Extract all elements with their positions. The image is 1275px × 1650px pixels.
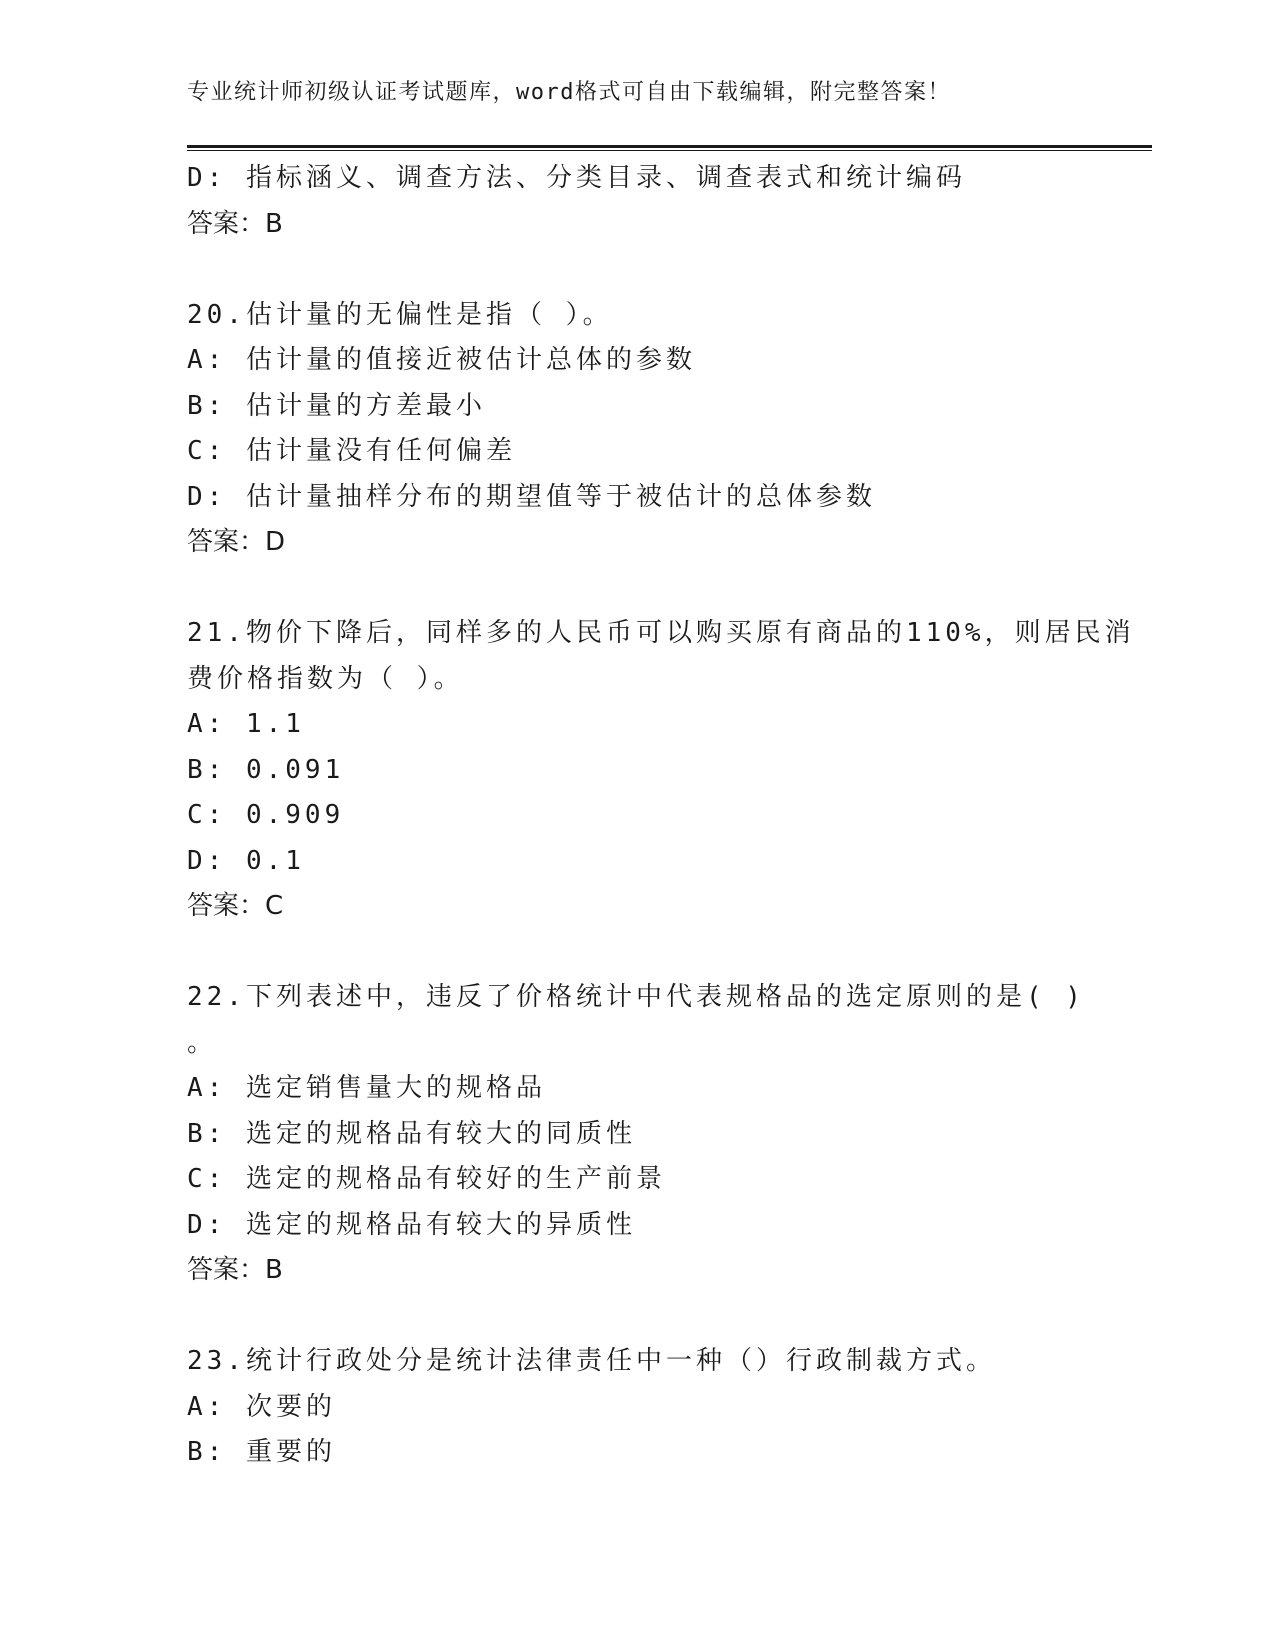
option-c: C: 选定的规格品有较好的生产前景 xyxy=(187,1164,666,1194)
answer-line: 答案：B xyxy=(187,208,283,239)
option-d: D: 0.1 xyxy=(187,845,305,876)
option-b: B: 重要的 xyxy=(187,1437,336,1467)
page-header: 专业统计师初级认证考试题库，word格式可自由下载编辑，附完整答案！ xyxy=(187,80,951,105)
option-a: A: 估计量的值接近被估计总体的参数 xyxy=(187,345,696,375)
spacer xyxy=(187,1294,1087,1340)
answer-line: 答案：D xyxy=(187,527,286,557)
question-block xyxy=(187,293,1087,566)
option-d: D: 选定的规格品有较大的异质性 xyxy=(187,1209,636,1240)
answer-line: 答案：B xyxy=(187,1255,283,1285)
question-block xyxy=(187,1339,1087,1476)
spacer xyxy=(187,247,1087,293)
option-a: A: 选定销售量大的规格品 xyxy=(187,1073,546,1103)
option-b: B: 估计量的方差最小 xyxy=(187,390,486,421)
option-d: D: 估计量抽样分布的期望值等于被估计的总体参数 xyxy=(187,481,876,512)
answer-line: 答案：C xyxy=(187,891,284,921)
question-list xyxy=(187,156,1135,1476)
question-stem-continued: 费价格指数为（ ）。 xyxy=(187,663,464,694)
question-block xyxy=(187,156,1087,247)
header-rule-thick xyxy=(187,145,1152,148)
option-c: C: 估计量没有任何偏差 xyxy=(187,436,516,466)
question-stem-continued: 。 xyxy=(187,1027,218,1058)
option-d: D: 指标涵义、调查方法、分类目录、调查表式和统计编码 xyxy=(187,163,966,193)
spacer xyxy=(187,930,1087,976)
option-a: A: 1.1 xyxy=(187,709,305,739)
question-block xyxy=(187,611,1135,930)
question-block xyxy=(187,975,1087,1294)
option-b: B: 0.091 xyxy=(187,754,345,785)
option-a: A: 次要的 xyxy=(187,1391,336,1422)
question-stem: 21.物价下降后，同样多的人民币可以购买原有商品的110%，则居民消 xyxy=(187,618,1135,648)
question-stem: 23.统计行政处分是统计法律责任中一种（）行政制裁方式。 xyxy=(187,1346,996,1376)
header-rule-thin xyxy=(187,150,1152,151)
option-b: B: 选定的规格品有较大的同质性 xyxy=(187,1118,636,1149)
question-stem: 20.估计量的无偏性是指（ ）。 xyxy=(187,299,613,330)
spacer xyxy=(187,566,1087,612)
option-c: C: 0.909 xyxy=(187,800,345,830)
question-stem: 22.下列表述中，违反了价格统计中代表规格品的选定原则的是( ) xyxy=(187,982,1085,1012)
